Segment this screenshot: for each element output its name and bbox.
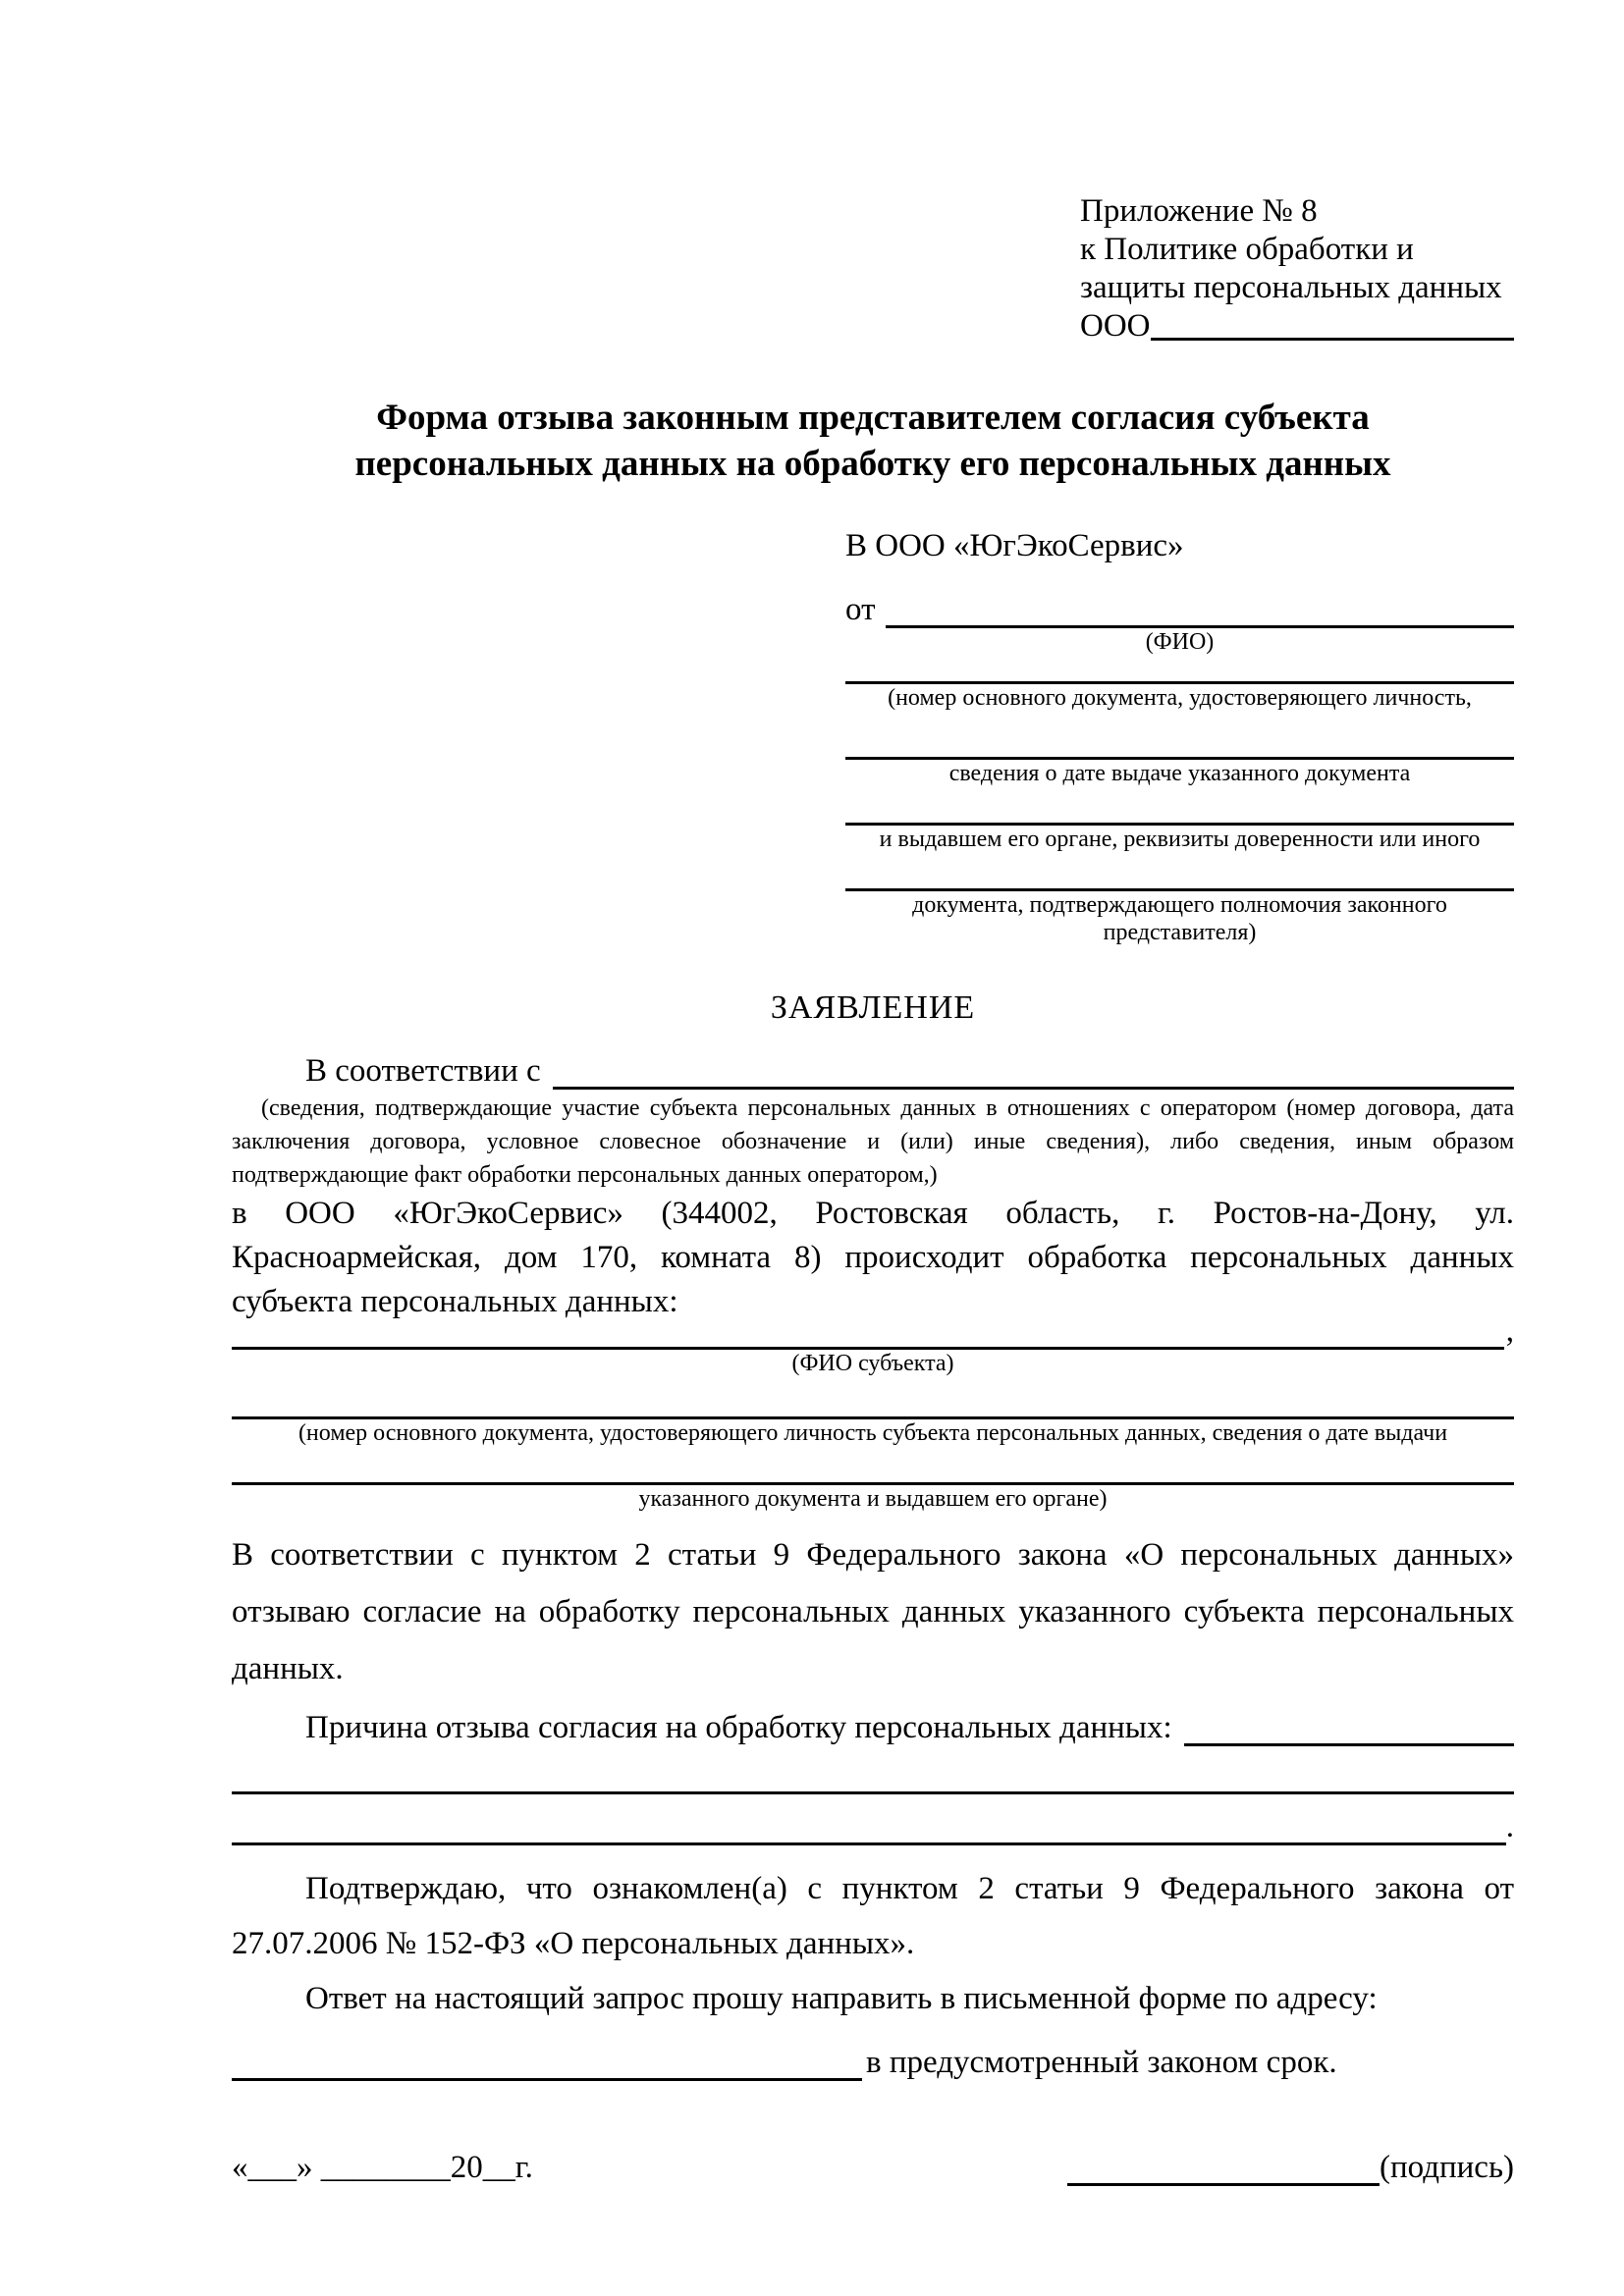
doc-caption-1: (номер основного документа, удостоверяющего личность,	[888, 685, 1472, 711]
signature-block	[1067, 2150, 1514, 2186]
ooo-prefix: ООО	[1080, 308, 1151, 344]
reply-suffix: в предусмотренный законом срок.	[866, 2045, 1337, 2080]
date-field[interactable]: «___» ________20__г.	[232, 2150, 533, 2185]
reply-address-row	[232, 2026, 1514, 2081]
basis-blank-line[interactable]	[553, 1087, 1514, 1090]
subject-fio-suffix: ,	[1505, 1313, 1514, 1349]
subject-doc-blank-line-2[interactable]	[232, 1447, 1514, 1485]
reason-blank-line-3[interactable]	[232, 1842, 1506, 1845]
basis-prefix: В соответствии с	[305, 1053, 541, 1089]
annex-ooo-row	[1080, 307, 1514, 346]
basis-row	[232, 1044, 1514, 1090]
doc-blank-line-2[interactable]	[845, 712, 1514, 760]
subject-doc-blank-line-1[interactable]	[232, 1377, 1514, 1419]
subject-fio-row	[232, 1313, 1514, 1350]
doc-blank-line-3[interactable]	[845, 787, 1514, 826]
from-label: от	[845, 592, 876, 627]
reason-row	[232, 1703, 1514, 1746]
reason-blank-line-2[interactable]	[232, 1746, 1514, 1794]
processing-paragraph: в ООО «ЮгЭкоСервис» (344002, Ростовская область, г. Ростов-на-Дону, ул. Красноармейская, дом 170, комната 8) происходит обработка персональных данных субъекта персональных данных:	[232, 1196, 1514, 1319]
withdrawal-paragraph: В соответствии с пунктом 2 статьи 9 Федерального закона «О персональных данных» отзываю согласие на обработку персональных данных указанного субъекта персональных данных.	[232, 1537, 1514, 1686]
ooo-blank-line[interactable]	[1151, 338, 1515, 341]
annex-line-3: защиты персональных данных	[1080, 270, 1502, 305]
subject-doc-caption-1: (номер основного документа, удостоверяющего личность субъекта персональных данных, сведения о дате выдачи	[298, 1420, 1448, 1446]
signature-blank-line[interactable]	[1067, 2183, 1380, 2186]
doc-blank-line-1[interactable]	[845, 656, 1514, 684]
from-row	[845, 585, 1514, 628]
reason-prefix: Причина отзыва согласия на обработку персональных данных:	[305, 1710, 1172, 1745]
reason-line-suffix: .	[1505, 1809, 1514, 1844]
addressee-block	[845, 528, 1514, 946]
fio-caption: (ФИО)	[1145, 629, 1215, 655]
subject-fio-caption: (ФИО субъекта)	[791, 1351, 954, 1376]
doc-caption-3: и выдавшем его органе, реквизиты доверенности или иного	[879, 827, 1481, 852]
reply-address-blank-line[interactable]	[232, 2078, 862, 2081]
annex-line-1: Приложение № 8	[1080, 193, 1318, 229]
reason-blank-row-3	[232, 1794, 1514, 1845]
confirmation-paragraph: Подтверждаю, что ознакомлен(а) с пунктом 2 статьи 9 Федерального закона от 27.07.2006 № 152-ФЗ «О персональных данных».	[232, 1871, 1514, 1961]
subject-doc-caption-2: указанного документа и выдавшем его органе)	[638, 1486, 1108, 1512]
basis-note: (сведения, подтверждающие участие субъекта персональных данных в отношениях с оператором (номер договора, дата заключения договора, условное словесное обозначение и (или) иные сведения), либо сведения, иным образом подтверждающие факт обработки персональных данных оператором,)	[232, 1095, 1514, 1188]
footer-row	[232, 2150, 1514, 2186]
addressee-organization: В ООО «ЮгЭкоСервис»	[845, 528, 1184, 563]
doc-caption-2: сведения о дате выдаче указанного документа	[948, 761, 1411, 786]
annex-line-2: к Политике обработки и	[1080, 232, 1414, 267]
signature-caption: (подпись)	[1380, 2150, 1514, 2185]
doc-blank-line-4[interactable]	[845, 853, 1514, 891]
doc-caption-4: документа, подтверждающего полномочия законного представителя)	[912, 892, 1447, 945]
reason-blank-line-1[interactable]	[1184, 1743, 1514, 1746]
annex-note	[1080, 192, 1514, 346]
reply-paragraph: Ответ на настоящий запрос прошу направить в письменной форме по адресу:	[305, 1981, 1378, 2016]
statement-heading: ЗАЯВЛЕНИЕ	[770, 989, 976, 1026]
form-title: Форма отзыва законным представителем согласия субъекта персональных данных на обработку его персональных данных	[354, 398, 1391, 484]
